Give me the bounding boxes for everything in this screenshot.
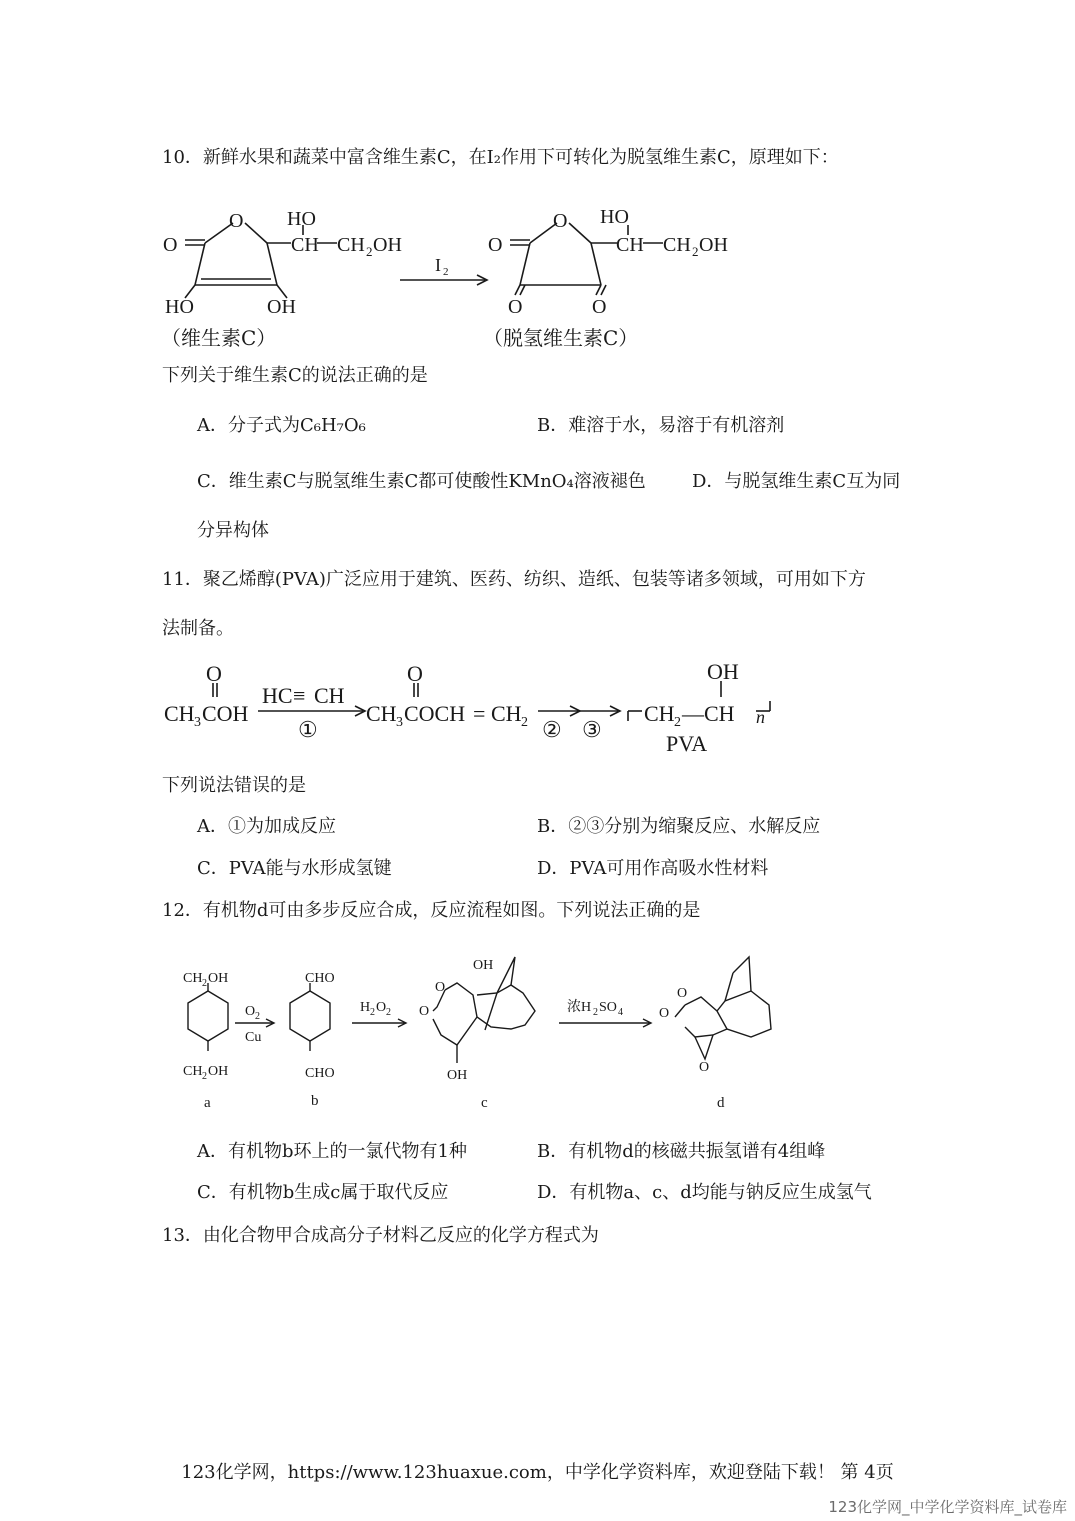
svg-text:2: 2 — [386, 1007, 391, 1018]
q11-stem: 11．聚乙烯醇(PVA)广泛应用于建筑、医药、纺织、造纸、包装等诸多领域，可用如下方 — [162, 569, 866, 590]
svg-text:3: 3 — [194, 715, 201, 730]
svg-text:CH: CH — [491, 701, 522, 726]
svg-text:—CH: —CH — [682, 701, 735, 726]
q12-option-d: D．有机物a、c、d均能与钠反应生成氢气 — [537, 1182, 872, 1203]
q10-option-b: B．难溶于水，易溶于有机溶剂 — [537, 415, 785, 436]
q11-stem-cont: 法制备。 — [162, 618, 234, 639]
svg-text:O: O — [206, 661, 222, 686]
svg-text:O: O — [592, 296, 607, 318]
svg-text:CH: CH — [183, 1064, 203, 1079]
svg-text:①: ① — [298, 717, 318, 742]
svg-text:4: 4 — [618, 1007, 623, 1018]
svg-text:Cu: Cu — [245, 1030, 262, 1045]
svg-text:O: O — [659, 1006, 670, 1021]
svg-text:2: 2 — [202, 978, 207, 989]
q10-right-label: （脱氢维生素C） — [483, 326, 639, 350]
svg-text:2: 2 — [593, 1007, 598, 1018]
svg-text:CH: CH — [183, 971, 203, 986]
svg-text:2: 2 — [443, 266, 449, 278]
svg-text:2: 2 — [370, 1007, 375, 1018]
q12-option-c: C．有机物b生成c属于取代反应 — [197, 1182, 449, 1203]
svg-text:CHO: CHO — [305, 1066, 335, 1081]
svg-text:OH: OH — [699, 234, 728, 256]
svg-text:O: O — [553, 210, 568, 232]
svg-text:OH: OH — [447, 1068, 468, 1083]
svg-text:CH: CH — [314, 683, 345, 708]
svg-text:COH: COH — [202, 701, 249, 726]
svg-text:O: O — [419, 1004, 430, 1019]
svg-text:CHO: CHO — [305, 971, 335, 986]
q12-label-c: c — [481, 1095, 488, 1111]
svg-text:浓H: 浓H — [567, 1000, 592, 1015]
svg-text:COCH: COCH — [404, 701, 466, 726]
q10-option-c: C．维生素C与脱氢维生素C都可使酸性KMnO₄溶液褪色 — [197, 471, 646, 492]
svg-text:OH: OH — [208, 1064, 229, 1079]
svg-text:CH: CH — [366, 701, 397, 726]
svg-text:CH: CH — [291, 234, 319, 256]
svg-text:O: O — [435, 980, 446, 995]
q12-label-a: a — [204, 1095, 211, 1111]
svg-text:O: O — [699, 1060, 710, 1075]
svg-text:OH: OH — [267, 296, 296, 318]
q11-option-a: A．①为加成反应 — [197, 816, 336, 837]
watermark: 123化学网_中学化学资料库_试卷库 — [828, 1498, 1067, 1516]
svg-text:2: 2 — [255, 1011, 260, 1022]
q10-option-a: A．分子式为C₆H₇O₆ — [197, 415, 366, 436]
svg-text:O: O — [488, 234, 503, 256]
q10-reaction-diagram — [155, 195, 915, 355]
svg-text:2: 2 — [674, 715, 681, 730]
svg-text:②: ② — [542, 717, 562, 742]
svg-text:CH: CH — [663, 234, 691, 256]
svg-text:OH: OH — [473, 958, 494, 973]
svg-text:H: H — [360, 1000, 371, 1015]
svg-text:O: O — [163, 234, 178, 256]
q13-stem: 13．由化合物甲合成高分子材料乙反应的化学方程式为 — [162, 1225, 599, 1246]
svg-text:I: I — [435, 255, 441, 275]
svg-text:HO: HO — [165, 296, 194, 318]
q12-option-b: B．有机物d的核磁共振氢谱有4组峰 — [537, 1141, 826, 1162]
svg-text:2: 2 — [366, 244, 373, 259]
q11-option-c: C．PVA能与水形成氢键 — [197, 858, 392, 879]
q10-option-d: D．与脱氢维生素C互为同 — [692, 471, 901, 492]
svg-text:HC: HC — [262, 683, 293, 708]
svg-text:=: = — [473, 701, 486, 726]
svg-text:2: 2 — [692, 244, 699, 259]
svg-text:3: 3 — [396, 715, 403, 730]
q10-stem: 10．新鲜水果和蔬菜中富含维生素C，在I₂作用下可转化为脱氢维生素C，原理如下： — [162, 147, 839, 168]
svg-text:n: n — [756, 707, 765, 727]
svg-text:O: O — [229, 210, 244, 232]
svg-text:PVA: PVA — [666, 731, 708, 756]
svg-text:O: O — [407, 661, 423, 686]
q12-option-a: A．有机物b环上的一氯代物有1种 — [197, 1141, 467, 1162]
svg-text:CH: CH — [337, 234, 365, 256]
svg-text:O: O — [677, 986, 688, 1001]
svg-text:O: O — [376, 1000, 387, 1015]
q10-left-label: （维生素C） — [161, 326, 277, 350]
svg-text:≡: ≡ — [293, 683, 306, 708]
q11-synthesis-diagram — [158, 655, 798, 760]
q12-flow-diagram — [155, 945, 815, 1120]
svg-text:③: ③ — [582, 717, 602, 742]
q12-stem: 12．有机物d可由多步反应合成，反应流程如图。下列说法正确的是 — [162, 900, 701, 921]
svg-text:O: O — [245, 1004, 256, 1019]
page-footer: 123化学网，https://www.123huaxue.com，中学化学资料库，欢迎登陆下载！ 第 4页 — [181, 1462, 894, 1483]
svg-text:CH: CH — [164, 701, 195, 726]
svg-text:O: O — [508, 296, 523, 318]
svg-text:SO: SO — [599, 1000, 617, 1015]
q11-option-d: D．PVA可用作高吸水性材料 — [537, 858, 769, 879]
q10-option-d-cont: 分异构体 — [197, 520, 269, 541]
q11-option-b: B．②③分别为缩聚反应、水解反应 — [537, 816, 821, 837]
svg-text:2: 2 — [521, 715, 528, 730]
svg-text:HO: HO — [600, 206, 629, 228]
q10-prompt: 下列关于维生素C的说法正确的是 — [162, 365, 428, 386]
svg-text:OH: OH — [208, 971, 229, 986]
q11-prompt: 下列说法错误的是 — [162, 775, 306, 796]
q12-label-b: b — [311, 1093, 319, 1109]
svg-text:OH: OH — [373, 234, 402, 256]
svg-text:CH: CH — [616, 234, 644, 256]
q12-label-d: d — [717, 1095, 725, 1111]
svg-text:OH: OH — [707, 659, 739, 684]
svg-text:CH: CH — [644, 701, 675, 726]
svg-text:HO: HO — [287, 208, 316, 230]
svg-text:2: 2 — [202, 1071, 207, 1082]
